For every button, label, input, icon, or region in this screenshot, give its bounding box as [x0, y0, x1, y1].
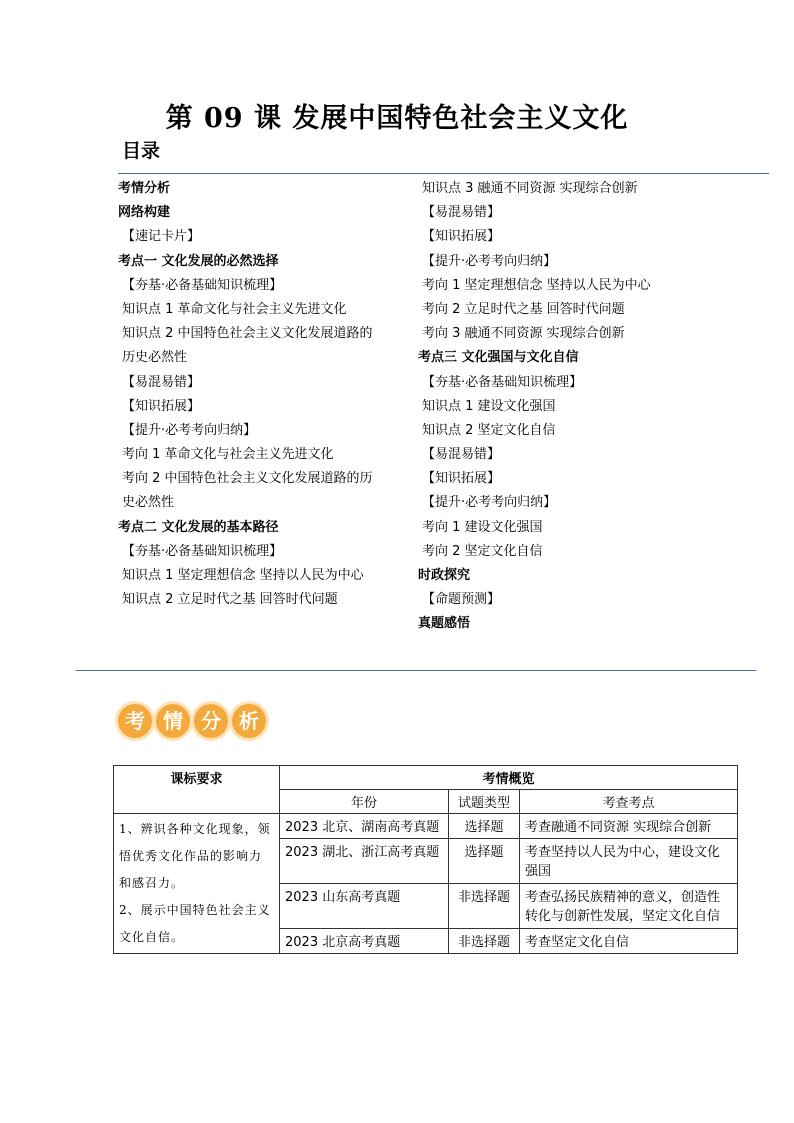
topic-cell: 考查弘扬民族精神的意义，创造性转化与创新性发展，坚定文化自信 [520, 883, 738, 928]
type-cell: 选择题 [449, 839, 520, 884]
toc-left-column [118, 177, 388, 612]
year-cell: 2023 北京、湖南高考真题 [280, 814, 449, 839]
col-header-overview: 考情概览 [280, 766, 738, 790]
year-cell: 2023 山东高考真题 [280, 883, 449, 928]
toc-item[interactable]: 考向 1 建设文化强国 [422, 519, 543, 535]
toc-item[interactable]: 考点一 文化发展的必然选择 [118, 253, 279, 269]
toc-item[interactable]: 【易混易错】 [422, 205, 501, 221]
toc-right-column [418, 177, 708, 637]
toc-item[interactable]: 【速记卡片】 [122, 229, 201, 245]
toc-item[interactable]: 考点二 文化发展的基本路径 [118, 519, 279, 535]
toc-item[interactable]: 知识点 2 坚定文化自信 [422, 422, 556, 438]
toc-item[interactable]: 网络构建 [118, 205, 171, 221]
toc-item[interactable]: 知识点 1 建设文化强国 [422, 398, 556, 414]
toc-item[interactable]: 知识点 2 立足时代之基 回答时代问题 [122, 592, 338, 608]
col-header-requirements: 课标要求 [114, 766, 280, 814]
topic-cell: 考查坚定文化自信 [520, 928, 738, 953]
type-cell: 非选择题 [449, 883, 520, 928]
toc-item[interactable]: 知识点 3 融通不同资源 实现综合创新 [422, 181, 638, 196]
toc-item[interactable]: 【夯基·必备基础知识梳理】 [422, 374, 583, 390]
badge-char: 析 [232, 704, 266, 738]
exam-analysis-table [113, 765, 738, 954]
type-cell: 选择题 [449, 814, 520, 839]
topic-cell: 考查坚持以人民为中心，建设文化强国 [520, 839, 738, 884]
year-cell: 2023 北京高考真题 [280, 928, 449, 953]
badge-char: 情 [156, 704, 190, 738]
toc-item[interactable]: 知识点 2 中国特色社会主义文化发展道路的历史必然性 [122, 326, 373, 366]
toc-item[interactable]: 【易混易错】 [422, 447, 501, 463]
toc-item[interactable]: 考点三 文化强国与文化自信 [418, 350, 579, 366]
toc-item[interactable]: 考向 1 坚定理想信念 坚持以人民为中心 [422, 277, 651, 293]
toc-item[interactable]: 【易混易错】 [122, 374, 201, 390]
toc-item[interactable]: 考向 2 立足时代之基 回答时代问题 [422, 301, 625, 317]
toc-item[interactable]: 知识点 1 坚定理想信念 坚持以人民为中心 [122, 568, 364, 584]
toc-item[interactable]: 【知识拓展】 [422, 471, 501, 487]
topic-cell: 考查融通不同资源 实现综合创新 [520, 814, 738, 839]
toc-item[interactable]: 考向 2 坚定文化自信 [422, 543, 543, 559]
toc-heading: 目录 [122, 140, 161, 162]
requirements-cell: 1、辨识各种文化现象，领悟优秀文化作品的影响力和感召力。 2、展示中国特色社会主义文化自信。 [114, 814, 280, 954]
toc-item[interactable]: 【夯基·必备基础知识梳理】 [122, 543, 283, 559]
section-badge-exam-analysis [118, 704, 266, 738]
toc-item[interactable]: 【知识拓展】 [122, 398, 201, 414]
toc-item[interactable]: 考向 1 革命文化与社会主义先进文化 [122, 447, 334, 463]
toc-item[interactable]: 时政探究 [418, 568, 471, 584]
toc-item[interactable]: 【提升·必考考向归纳】 [422, 253, 557, 269]
sub-header-topic: 考查考点 [520, 790, 738, 814]
toc-item[interactable]: 【提升·必考考向归纳】 [422, 495, 557, 511]
toc-item[interactable]: 真题感悟 [418, 616, 471, 632]
toc-item[interactable]: 【知识拓展】 [422, 229, 501, 245]
sub-header-year: 年份 [280, 790, 449, 814]
toc-item[interactable]: 知识点 1 革命文化与社会主义先进文化 [122, 301, 347, 317]
badge-char: 考 [118, 704, 152, 738]
page-title: 第 09 课 发展中国特色社会主义文化 [165, 103, 629, 134]
sub-header-type: 试题类型 [449, 790, 520, 814]
toc-item[interactable]: 考情分析 [118, 181, 171, 196]
table-row [114, 814, 738, 839]
badge-char: 分 [194, 704, 228, 738]
type-cell: 非选择题 [449, 928, 520, 953]
toc-item[interactable]: 【提升·必考考向归纳】 [122, 422, 257, 438]
toc-item[interactable]: 考向 3 融通不同资源 实现综合创新 [422, 326, 625, 342]
toc-top-divider [118, 173, 769, 174]
toc-item[interactable]: 【命题预测】 [422, 592, 501, 608]
toc-bottom-divider [76, 670, 756, 671]
toc-item[interactable]: 考向 2 中国特色社会主义文化发展道路的历史必然性 [122, 471, 373, 511]
toc-item[interactable]: 【夯基·必备基础知识梳理】 [122, 277, 283, 293]
year-cell: 2023 湖北、浙江高考真题 [280, 839, 449, 884]
